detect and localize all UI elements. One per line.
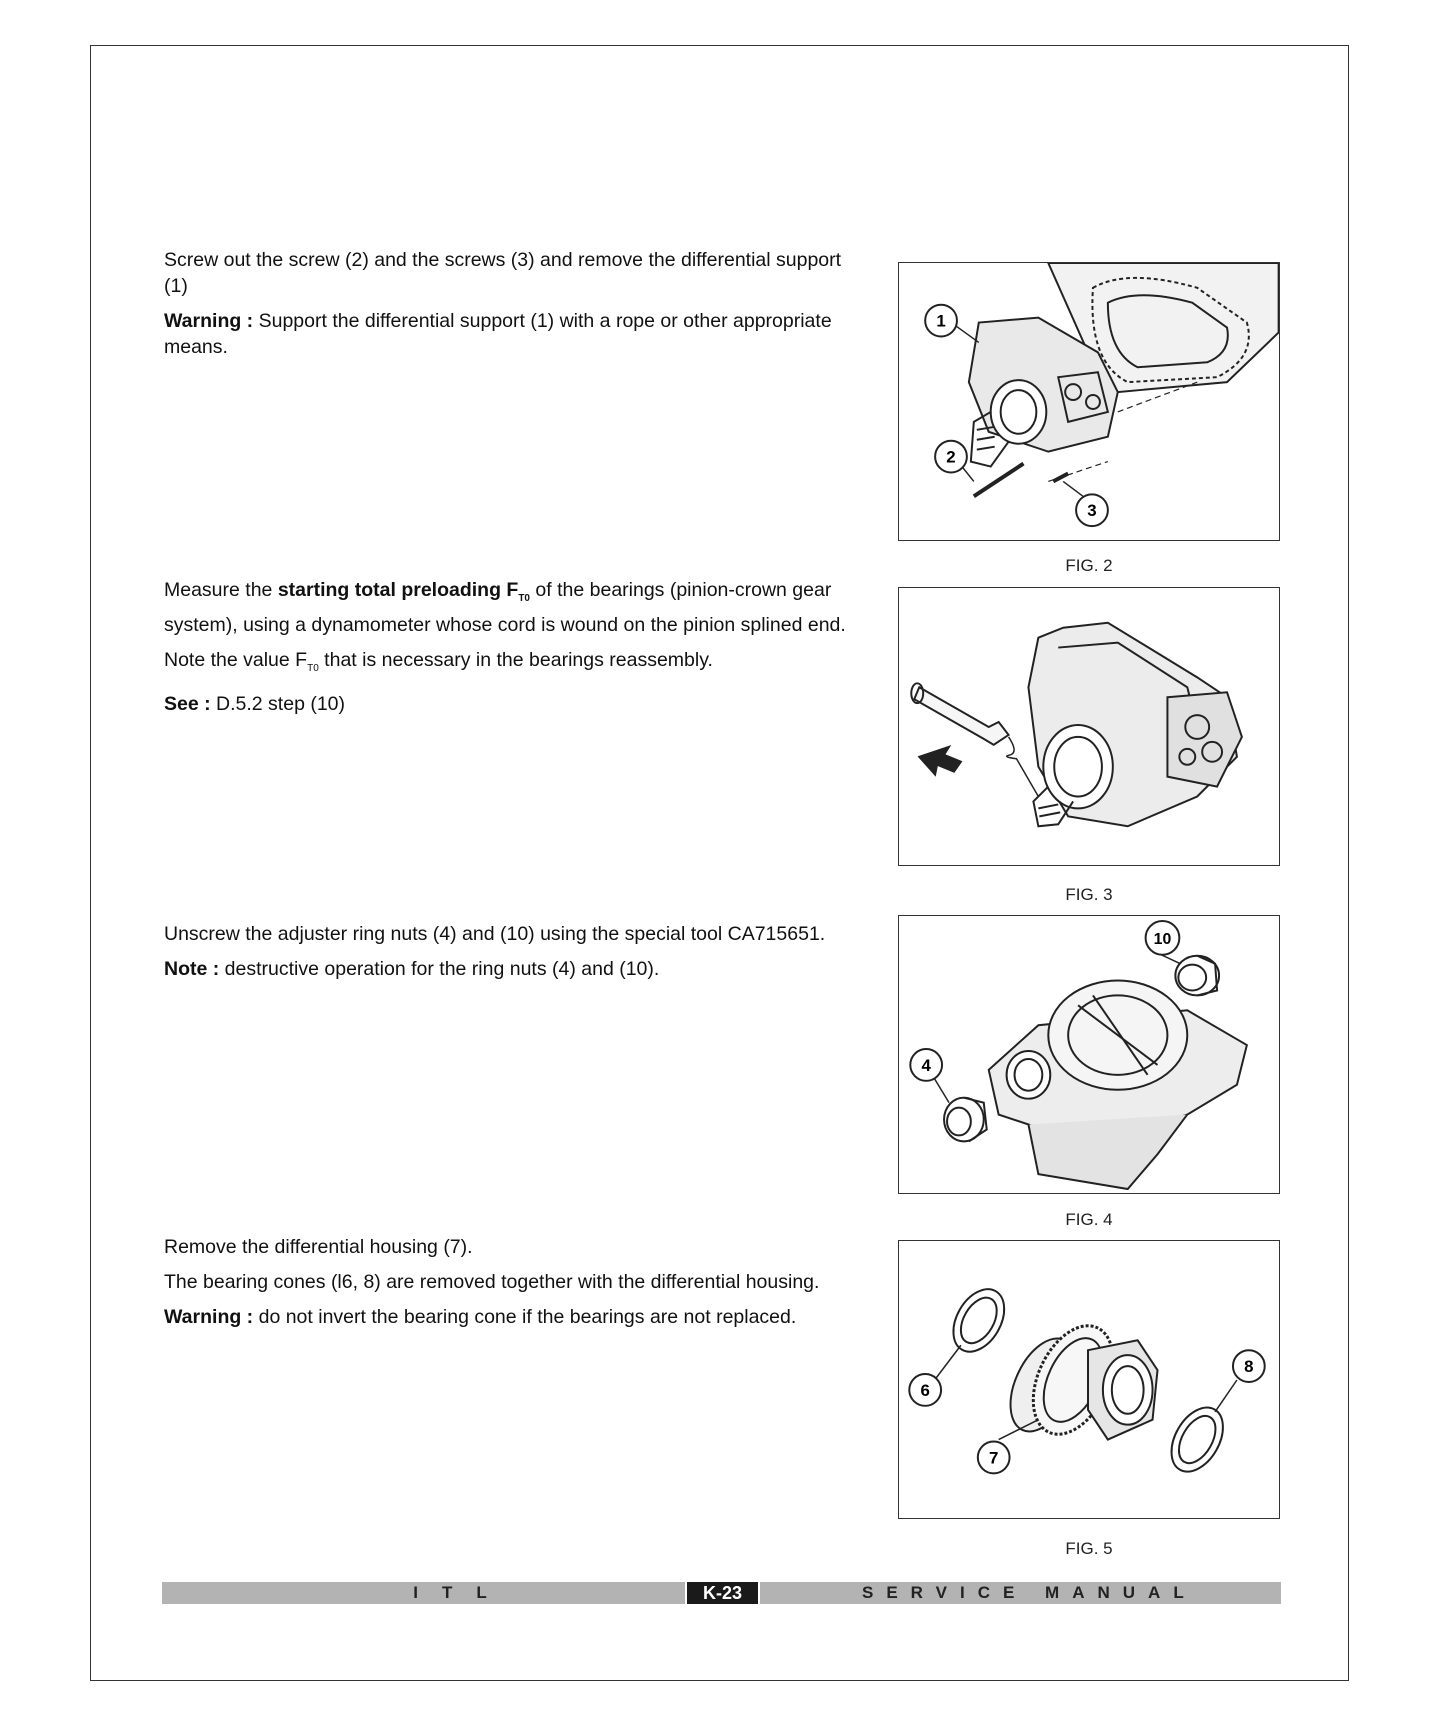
- figure-5-callout-6: [909, 1374, 941, 1406]
- see-text: D.5.2 step (10): [210, 692, 346, 715]
- figure-5-callout-7: [978, 1442, 1010, 1474]
- instruction-text: Measure the starting total preloading $F_{T0}$ of the bearings (pinion-crown gear system), using a dynamometer whose cord is wound on the pinion splined end.: [164, 579, 846, 636]
- instruction-text: Note the value $F_{T0}$ that is necessary in the bearings reassembly.: [164, 648, 713, 674]
- instruction-text: The bearing cones (l6, 8) are removed together with the differential housing.: [164, 1271, 820, 1293]
- svg-text:2: 2: [946, 447, 956, 467]
- warning-label: Warning :: [164, 1306, 254, 1328]
- instruction-block-1: [164, 247, 854, 369]
- instruction-block-2: [164, 577, 854, 726]
- figure-4: [898, 915, 1280, 1194]
- warning-text: do not invert the bearing cone if the bearings are not replaced.: [253, 1306, 797, 1328]
- svg-text:8: 8: [1244, 1357, 1254, 1377]
- figure-4-illustration: [899, 916, 1279, 1193]
- figure-5: [898, 1240, 1280, 1519]
- svg-text:6: 6: [920, 1380, 930, 1400]
- figure-5-caption: FIG. 5: [1065, 1539, 1113, 1558]
- figure-3: [898, 587, 1280, 866]
- see-label: See :: [164, 692, 211, 715]
- instruction-block-3: [164, 921, 854, 991]
- note-label: Note :: [164, 958, 220, 980]
- page-number: K-23: [687, 1582, 758, 1604]
- note-text: destructive operation for the ring nuts (4) and (10).: [219, 958, 660, 980]
- svg-text:10: 10: [1153, 930, 1172, 948]
- figure-3-caption: FIG. 3: [1065, 885, 1113, 904]
- svg-text:7: 7: [988, 1448, 999, 1468]
- footer-company: ITL: [413, 1583, 511, 1602]
- note: [164, 956, 854, 982]
- warning-note: [164, 1304, 854, 1330]
- instruction-text: Unscrew the adjuster ring nuts (4) and (10) using the special tool CA715651.: [164, 923, 826, 945]
- figure-5-callout-8: [1233, 1350, 1265, 1382]
- warning-label: Warning :: [164, 310, 254, 332]
- warning-text: Support the differential support (1) with a rope or other appropriate means.: [164, 310, 832, 358]
- footer-title: SERVICE MANUAL: [862, 1583, 1197, 1602]
- footer-bar: [162, 1582, 1281, 1604]
- instruction-text: Screw out the screw (2) and the screws (3) and remove the differential support (1): [164, 249, 842, 297]
- warning-note: [164, 308, 854, 360]
- figure-4-callout-10: [1146, 921, 1180, 955]
- instruction-block-4: [164, 1234, 854, 1339]
- figure-2-caption: FIG. 2: [1065, 556, 1113, 575]
- figure-2-callout-3: [1076, 494, 1108, 526]
- figure-3-illustration: [899, 588, 1279, 865]
- see-reference: [164, 691, 854, 717]
- instruction-text: Remove the differential housing (7).: [164, 1236, 473, 1258]
- figure-2-illustration: [899, 263, 1279, 540]
- figure-4-caption: FIG. 4: [1065, 1210, 1113, 1229]
- svg-text:4: 4: [921, 1055, 931, 1075]
- svg-text:3: 3: [1087, 501, 1097, 521]
- figure-2-callout-2: [935, 441, 967, 473]
- svg-text:1: 1: [936, 311, 946, 331]
- figure-5-illustration: [899, 1241, 1279, 1518]
- figure-2: [898, 262, 1280, 541]
- figure-2-callout-1: [925, 305, 957, 337]
- figure-4-callout-4: [910, 1049, 942, 1081]
